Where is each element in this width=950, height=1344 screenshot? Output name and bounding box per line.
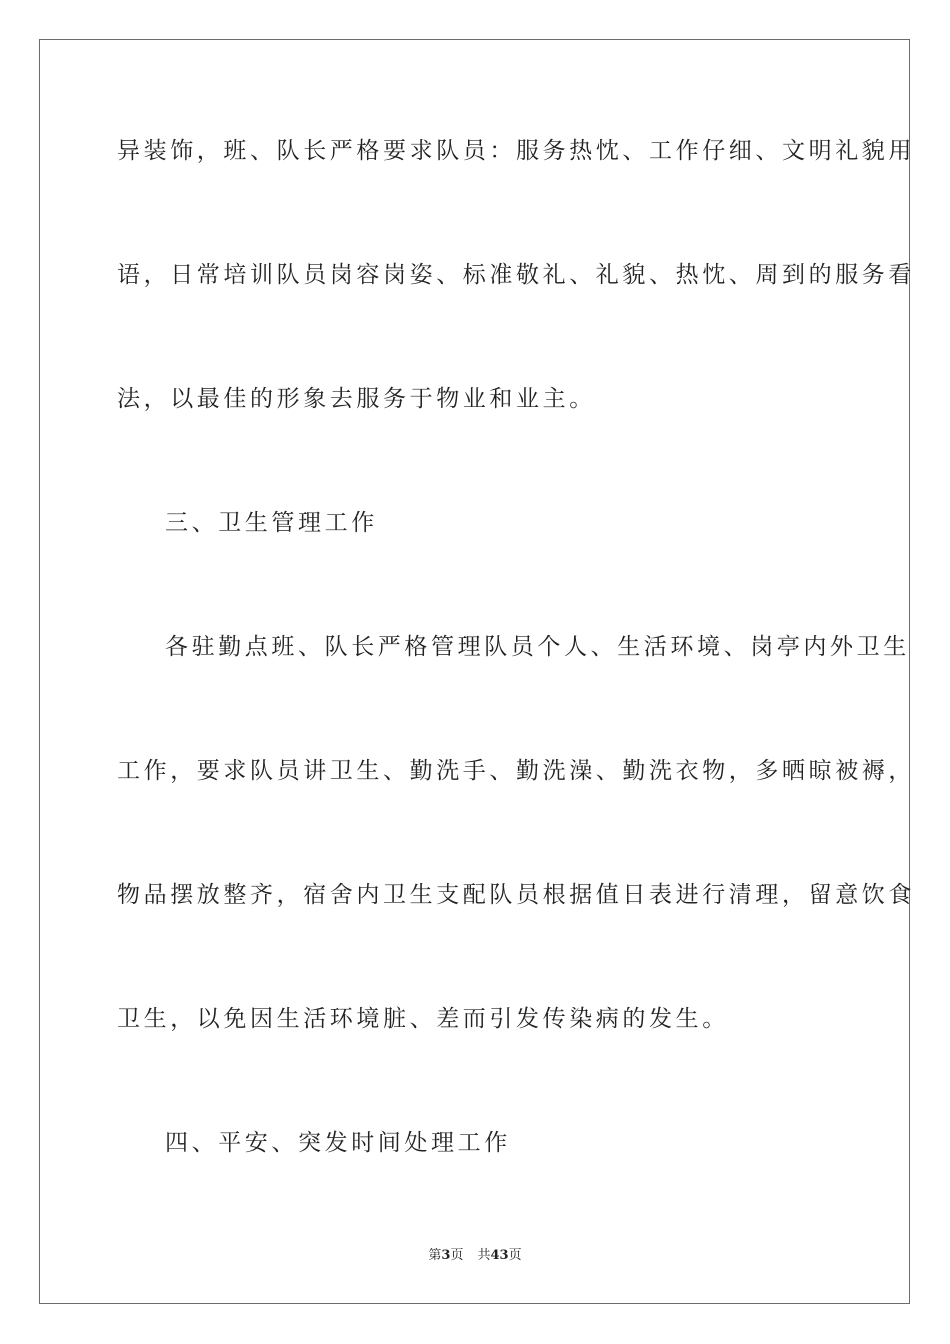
page-footer bbox=[0, 1247, 950, 1265]
total-pages: 43 bbox=[490, 1248, 509, 1263]
section-heading-sanitation: 三、卫生管理工作 bbox=[165, 510, 378, 536]
page-suffix: 页 bbox=[450, 1248, 464, 1263]
total-prefix: 共 bbox=[477, 1248, 491, 1263]
body-line-1: 异装饰，班、队长严格要求队员：服务热忱、工作仔细、文明礼貌用 bbox=[117, 138, 915, 164]
body-line-6: 工作，要求队员讲卫生、勤洗手、勤洗澡、勤洗衣物，多晒晾被褥， bbox=[117, 758, 915, 784]
page-frame bbox=[39, 39, 910, 1304]
body-line-5: 各驻勤点班、队长严格管理队员个人、生活环境、岗亭内外卫生 bbox=[165, 634, 910, 660]
section-heading-safety: 四、平安、突发时间处理工作 bbox=[165, 1130, 511, 1156]
body-line-7: 物品摆放整齐，宿舍内卫生支配队员根据值日表进行清理，留意饮食 bbox=[117, 882, 915, 908]
body-line-8: 卫生，以免因生活环境脏、差而引发传染病的发生。 bbox=[117, 1006, 729, 1032]
body-line-2: 语，日常培训队员岗容岗姿、标准敬礼、礼貌、热忱、周到的服务看 bbox=[117, 262, 915, 288]
body-line-3: 法，以最佳的形象去服务于物业和业主。 bbox=[117, 386, 596, 412]
page-prefix: 第 bbox=[428, 1248, 442, 1263]
total-suffix: 页 bbox=[508, 1248, 522, 1263]
page-number: 3 bbox=[441, 1248, 451, 1263]
